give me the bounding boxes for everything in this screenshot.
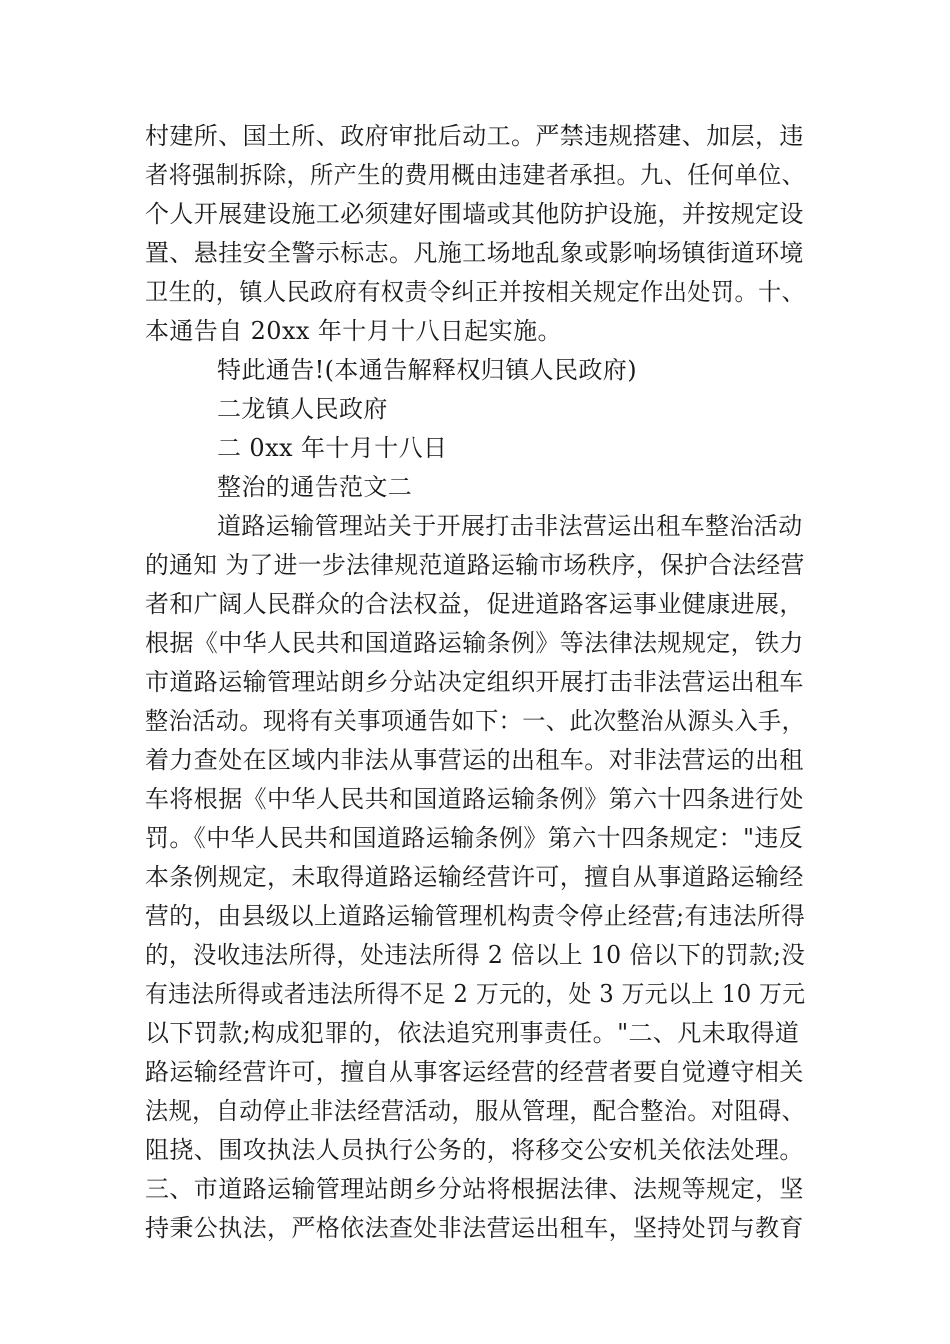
text-line: 持秉公执法，严格依法查处非法营运出租车，坚持处罚与教育 (145, 1214, 804, 1242)
text-line: 着力查处在区域内非法从事营运的出租车。对非法营运的出租 (145, 746, 804, 774)
text-line: 本条例规定，未取得道路运输经营许可，擅自从事道路运输经 (145, 863, 804, 891)
text-line: 市道路运输管理站朗乡分站决定组织开展打击非法营运出租车 (145, 668, 804, 696)
text-line: 三、市道路运输管理站朗乡分站将根据法律、法规等规定，坚 (145, 1175, 804, 1203)
text-line: 置、悬挂安全警示标志。凡施工场地乱象或影响场镇街道环境 (145, 239, 804, 267)
text-line: 营的，由县级以上道路运输管理机构责令停止经营;有违法所得 (145, 902, 806, 930)
notice-title: 道路运输管理站关于开展打击非法营运出租车整治活动 (217, 512, 803, 540)
text-line: 有违法所得或者违法所得不足 2 万元的，处 3 万元以上 10 万元 (145, 980, 806, 1008)
text-line: 本通告自 20xx 年十月十八日起实施。 (145, 317, 562, 345)
text-line: 以下罚款;构成犯罪的，依法追究刑事责任。"二、凡未取得道 (145, 1019, 800, 1047)
text-line: 村建所、国土所、政府审批后动工。严禁违规搭建、加层，违 (145, 122, 804, 150)
section-heading: 整治的通告范文二 (217, 473, 413, 501)
issuer-name: 二龙镇人民政府 (217, 395, 388, 423)
issue-date: 二 0xx 年十月十八日 (217, 434, 448, 462)
text-line: 的，没收违法所得，处违法所得 2 倍以上 10 倍以下的罚款;没 (145, 941, 806, 969)
text-line: 根据《中华人民共和国道路运输条例》等法律法规规定，铁力 (145, 629, 804, 657)
text-line: 整治活动。现将有关事项通告如下：一、此次整治从源头入手， (145, 707, 806, 735)
text-line: 者将强制拆除，所产生的费用概由违建者承担。九、任何单位、 (145, 161, 806, 189)
text-line: 卫生的，镇人民政府有权责令纠正并按相关规定作出处罚。十、 (145, 278, 806, 306)
text-line: 者和广阔人民群众的合法权益，促进道路客运事业健康进展， (145, 590, 804, 618)
text-line: 罚。《中华人民共和国道路运输条例》第六十四条规定："违反 (145, 824, 804, 852)
text-line: 个人开展建设施工必须建好围墙或其他防护设施，并按规定设 (145, 200, 804, 228)
text-line: 法规，自动停止非法经营活动，服从管理，配合整治。对阻碍、 (145, 1097, 806, 1125)
text-line: 阻挠、围攻执法人员执行公务的，将移交公安机关依法处理。 (145, 1136, 804, 1164)
text-line: 车将根据《中华人民共和国道路运输条例》第六十四条进行处 (145, 785, 804, 813)
closing-statement: 特此通告!(本通告解释权归镇人民政府) (217, 356, 637, 384)
text-line: 的通知 为了进一步法律规范道路运输市场秩序，保护合法经营 (145, 551, 805, 579)
text-line: 路运输经营许可，擅自从事客运经营的经营者要自觉遵守相关 (145, 1058, 804, 1086)
